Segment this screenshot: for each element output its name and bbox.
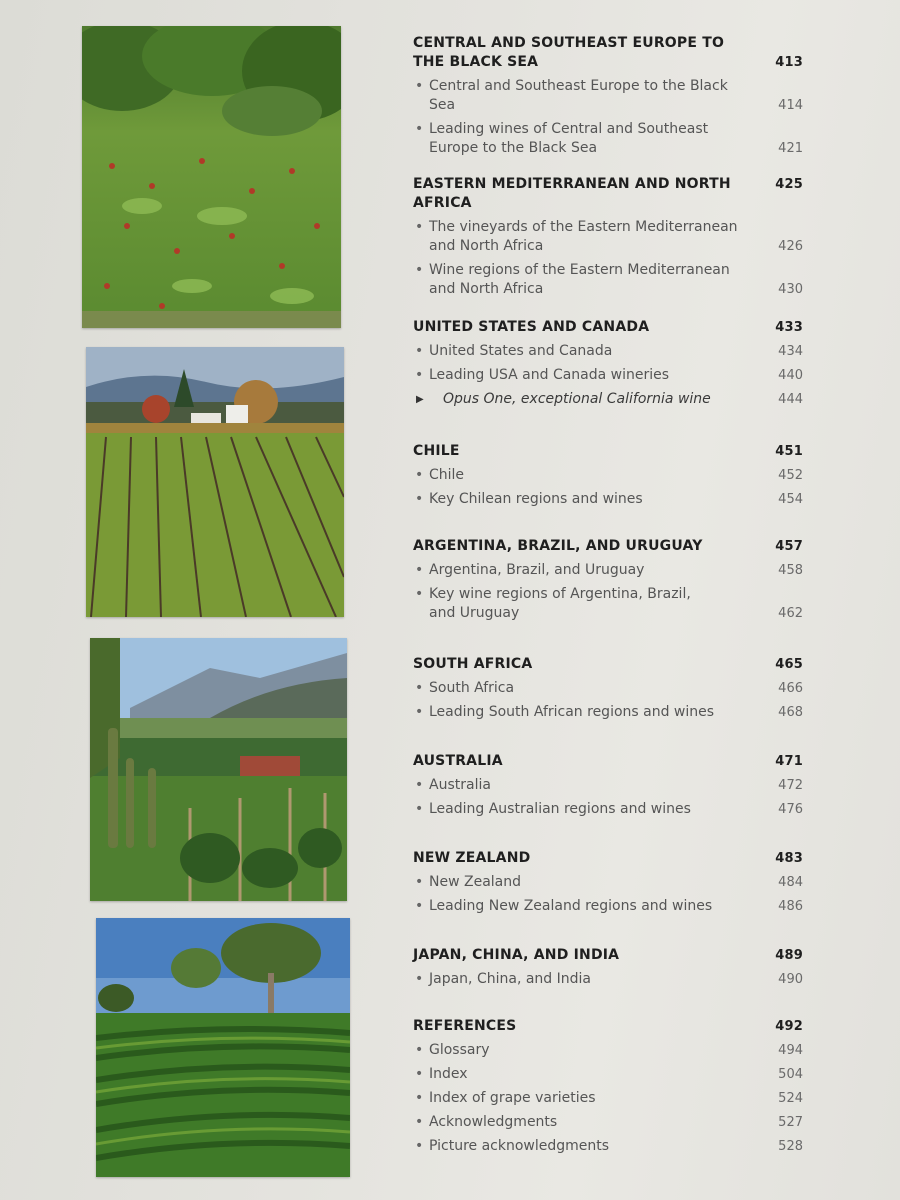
bullet-icon: • xyxy=(415,1066,424,1082)
toc-item xyxy=(413,800,803,819)
toc-section xyxy=(413,1017,803,1156)
toc-item-text: Leading South African regions and wines xyxy=(429,704,715,720)
bullet-icon: • xyxy=(415,874,424,890)
bullet-icon: • xyxy=(415,680,424,696)
bullet-icon: • xyxy=(415,491,424,507)
toc-subitem-page: 444 xyxy=(778,392,803,407)
toc-item-page: 484 xyxy=(778,875,803,890)
toc-item xyxy=(413,466,803,485)
toc-item xyxy=(413,1113,803,1132)
toc-item-page: 430 xyxy=(778,282,803,297)
section-page-number: 413 xyxy=(775,55,803,70)
toc-item xyxy=(413,1089,803,1108)
toc-item-page: 458 xyxy=(778,563,803,578)
bullet-icon: • xyxy=(415,343,424,359)
toc-item-page: 524 xyxy=(778,1091,803,1106)
section-page-number: 483 xyxy=(775,851,803,866)
toc-item-page: 476 xyxy=(778,802,803,817)
toc-item-text: Glossary xyxy=(429,1042,490,1058)
toc-item-text: Wine regions of the Eastern Mediterranean and North Africa xyxy=(429,262,730,297)
toc-item xyxy=(413,1041,803,1060)
section-title: NEW ZEALAND xyxy=(413,850,531,866)
bullet-icon: • xyxy=(415,898,424,914)
section-page-number: 465 xyxy=(775,657,803,672)
toc-item-page: 452 xyxy=(778,468,803,483)
toc-section xyxy=(413,318,803,409)
toc-section xyxy=(413,442,803,509)
section-page-number: 489 xyxy=(775,948,803,963)
bullet-icon: • xyxy=(415,801,424,817)
bullet-icon: • xyxy=(415,1114,424,1130)
toc-item-text: Index xyxy=(429,1066,468,1082)
toc-item-text: Key Chilean regions and wines xyxy=(429,491,643,507)
toc-item xyxy=(413,1065,803,1084)
bullet-icon: • xyxy=(415,777,424,793)
section-title: EASTERN MEDITERRANEAN AND NORTH AFRICA xyxy=(413,176,731,211)
section-page-number: 451 xyxy=(775,444,803,459)
section-title: ARGENTINA, BRAZIL, AND URUGUAY xyxy=(413,538,703,554)
toc-item-page: 414 xyxy=(778,98,803,113)
toc-item xyxy=(413,561,803,580)
toc-item-text: Key wine regions of Argentina, Brazil, and Uruguay xyxy=(429,586,691,621)
toc-item-text: Acknowledgments xyxy=(429,1114,558,1130)
bullet-icon: • xyxy=(415,1138,424,1154)
toc-item-text: Leading New Zealand regions and wines xyxy=(429,898,713,914)
toc-item-text: South Africa xyxy=(429,680,515,696)
toc-item-page: 494 xyxy=(778,1043,803,1058)
toc-section xyxy=(413,655,803,722)
bullet-icon: • xyxy=(415,367,424,383)
south-africa-vineyard-mountains-photo xyxy=(90,638,347,901)
section-title: CENTRAL AND SOUTHEAST EUROPE TO THE BLACK SEA xyxy=(413,35,725,70)
toc-item-page: 504 xyxy=(778,1067,803,1082)
toc-item-page: 468 xyxy=(778,705,803,720)
australia-vineyard-gum-tree-photo xyxy=(96,918,350,1177)
toc-item-page: 528 xyxy=(778,1139,803,1154)
toc-item xyxy=(413,679,803,698)
toc-item-text: Leading USA and Canada wineries xyxy=(429,367,670,383)
toc-item-text: The vineyards of the Eastern Mediterranean and North Africa xyxy=(429,219,738,254)
section-page-number: 425 xyxy=(775,177,803,192)
toc-subitem-text: Opus One, exceptional California wine xyxy=(443,391,711,407)
toc-item xyxy=(413,703,803,722)
toc-item xyxy=(413,218,803,256)
toc-item-page: 486 xyxy=(778,899,803,914)
bullet-icon: • xyxy=(415,219,424,235)
toc-item xyxy=(413,261,803,299)
section-title: UNITED STATES AND CANADA xyxy=(413,319,650,335)
bullet-icon: • xyxy=(415,1042,424,1058)
toc-item-text: Picture acknowledgments xyxy=(429,1138,610,1154)
toc-item-text: Japan, China, and India xyxy=(429,971,591,987)
toc-item-page: 434 xyxy=(778,344,803,359)
section-title: JAPAN, CHINA, AND INDIA xyxy=(413,947,620,963)
california-vineyard-house-photo xyxy=(86,347,344,617)
toc-item-text: Chile xyxy=(429,467,465,483)
toc-section xyxy=(413,946,803,989)
toc-item xyxy=(413,970,803,989)
toc-item-text: United States and Canada xyxy=(429,343,613,359)
bullet-icon: • xyxy=(415,586,424,602)
toc-item xyxy=(413,897,803,916)
bullet-icon: • xyxy=(415,78,424,94)
toc-section xyxy=(413,175,803,299)
toc-item-text: Leading wines of Central and Southeast Europe to the Black Sea xyxy=(429,121,709,156)
toc-item-page: 426 xyxy=(778,239,803,254)
section-page-number: 471 xyxy=(775,754,803,769)
section-page-number: 492 xyxy=(775,1019,803,1034)
toc-item-text: Index of grape varieties xyxy=(429,1090,596,1106)
toc-item-page: 440 xyxy=(778,368,803,383)
bullet-icon: • xyxy=(415,262,424,278)
toc-item-text: Australia xyxy=(429,777,491,793)
bullet-icon: • xyxy=(415,562,424,578)
toc-item xyxy=(413,366,803,385)
toc-item xyxy=(413,776,803,795)
toc-item xyxy=(413,873,803,892)
toc-item-page: 527 xyxy=(778,1115,803,1130)
toc-item-text: New Zealand xyxy=(429,874,521,890)
section-title: CHILE xyxy=(413,443,460,459)
toc-item-page: 472 xyxy=(778,778,803,793)
toc-item-page: 466 xyxy=(778,681,803,696)
bullet-icon: • xyxy=(415,121,424,137)
toc-item-page: 421 xyxy=(778,141,803,156)
bullet-icon: • xyxy=(415,971,424,987)
toc-section xyxy=(413,849,803,916)
section-title: REFERENCES xyxy=(413,1018,517,1034)
toc-item xyxy=(413,1137,803,1156)
section-title: AUSTRALIA xyxy=(413,753,503,769)
toc-item-page: 490 xyxy=(778,972,803,987)
toc-item xyxy=(413,77,803,115)
toc-item-text: Argentina, Brazil, and Uruguay xyxy=(429,562,645,578)
triangle-right-icon: ▶ xyxy=(416,394,424,405)
toc-item xyxy=(413,342,803,361)
section-title: SOUTH AFRICA xyxy=(413,656,533,672)
olive-trees-vineyard-photo xyxy=(82,26,341,328)
toc-section xyxy=(413,537,803,623)
bullet-icon: • xyxy=(415,1090,424,1106)
toc-subitem xyxy=(413,390,803,409)
toc-item xyxy=(413,490,803,509)
bullet-icon: • xyxy=(415,467,424,483)
toc-item xyxy=(413,120,803,158)
bullet-icon: • xyxy=(415,704,424,720)
toc-item-text: Leading Australian regions and wines xyxy=(429,801,691,817)
toc-section xyxy=(413,34,803,158)
toc-item xyxy=(413,585,803,623)
section-page-number: 433 xyxy=(775,320,803,335)
section-page-number: 457 xyxy=(775,539,803,554)
toc-item-page: 454 xyxy=(778,492,803,507)
toc-section xyxy=(413,752,803,819)
toc-item-text: Central and Southeast Europe to the Black Sea xyxy=(429,78,728,113)
toc-item-page: 462 xyxy=(778,606,803,621)
